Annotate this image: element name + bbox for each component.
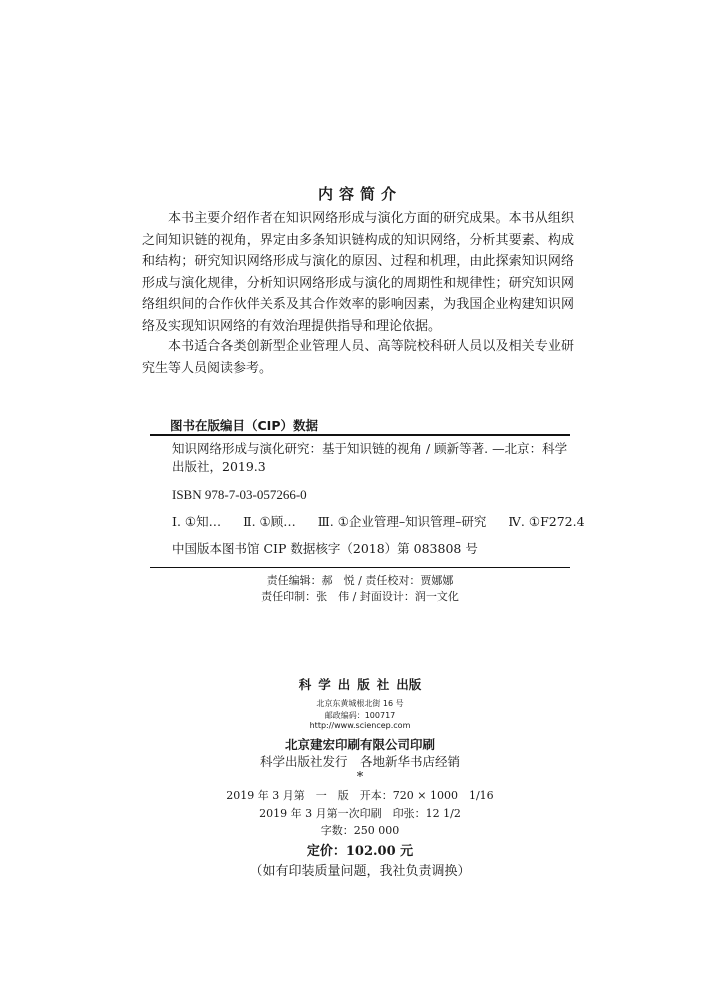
- edition: 2019 年 3 月第 一 版: [226, 789, 349, 802]
- publisher-name: 科学出版社: [298, 677, 397, 692]
- cip-bottom-rule: [150, 567, 570, 568]
- class-4: Ⅳ. ①F272.4: [508, 514, 585, 529]
- word-count: 字数：250 000: [320, 824, 400, 837]
- cip-title-line: 知识网络形成与演化研究：基于知识链的视角 / 顾新等著. —北京：科学出版社，2019.3: [172, 441, 568, 474]
- publisher-url: http://www.sciencep.com: [309, 721, 411, 730]
- quality-note: （如有印装质量问题，我社负责调换）: [249, 864, 471, 879]
- printer-line: [0, 735, 720, 753]
- printer-suffix: 印刷: [410, 737, 436, 752]
- publisher-suffix: 出版: [396, 677, 422, 692]
- class-2: Ⅱ. ①顾…: [243, 514, 296, 529]
- staff-line-2: 责任印制：张 伟 / 封面设计：润一文化: [261, 590, 459, 603]
- intro-paragraph: 本书主要介绍作者在知识网络形成与演化方面的研究成果。本书从组织之间知识链的视角，界定由多条知识链构成的知识网络，分析其要素、构成和结构；研究知识网络形成与演化的原因、过程和机理，由此探索知识网络形成与演化规律，分析知识网络形成与演化的周期性和规律性；研究知识网络组织间的合作伙伴关系及其合作效率的影响因素，为我国企业构建知识网络及实现知识网络的有效治理提供指导和理论依据。: [142, 211, 574, 334]
- isbn: ISBN 978-7-03-057266-0: [172, 487, 307, 502]
- publisher-zip: 邮政编码：100717: [324, 711, 396, 720]
- cip-top-rule: [150, 434, 570, 436]
- printer-name: 北京建宏印刷有限公司: [284, 737, 410, 752]
- price: 定价：102.00 元: [306, 844, 414, 859]
- separator-star: *: [356, 770, 364, 785]
- class-1: Ⅰ. ①知…: [172, 514, 222, 529]
- class-3: Ⅲ. ①企业管理–知识管理–研究: [317, 514, 487, 529]
- format: 开本：720 × 1000 1/16: [359, 789, 494, 802]
- staff-line-1: 责任编辑：郝 悦 / 责任校对：贾娜娜: [266, 574, 454, 587]
- audience-paragraph: 本书适合各类创新型企业管理人员、高等院校科研人员以及相关专业研究生等人员阅读参考。: [142, 339, 574, 376]
- section-title: 内容简介: [317, 185, 402, 203]
- cip-number: 中国版本图书馆 CIP 数据核字（2018）第 083808 号: [172, 541, 478, 556]
- printing-sheets-line: [0, 805, 720, 821]
- publisher-line: [0, 675, 720, 693]
- printing: 2019 年 3 月第一次印刷: [259, 807, 382, 820]
- distribution-line: 科学出版社发行 各地新华书店经销: [259, 754, 460, 769]
- cip-heading: 图书在版编目（CIP）数据: [170, 418, 318, 433]
- sheets: 印张：12 1/2: [392, 807, 461, 820]
- publisher-address: 北京东黄城根北街 16 号: [316, 699, 404, 708]
- edition-format-line: [0, 787, 720, 803]
- cip-classification: [172, 513, 585, 531]
